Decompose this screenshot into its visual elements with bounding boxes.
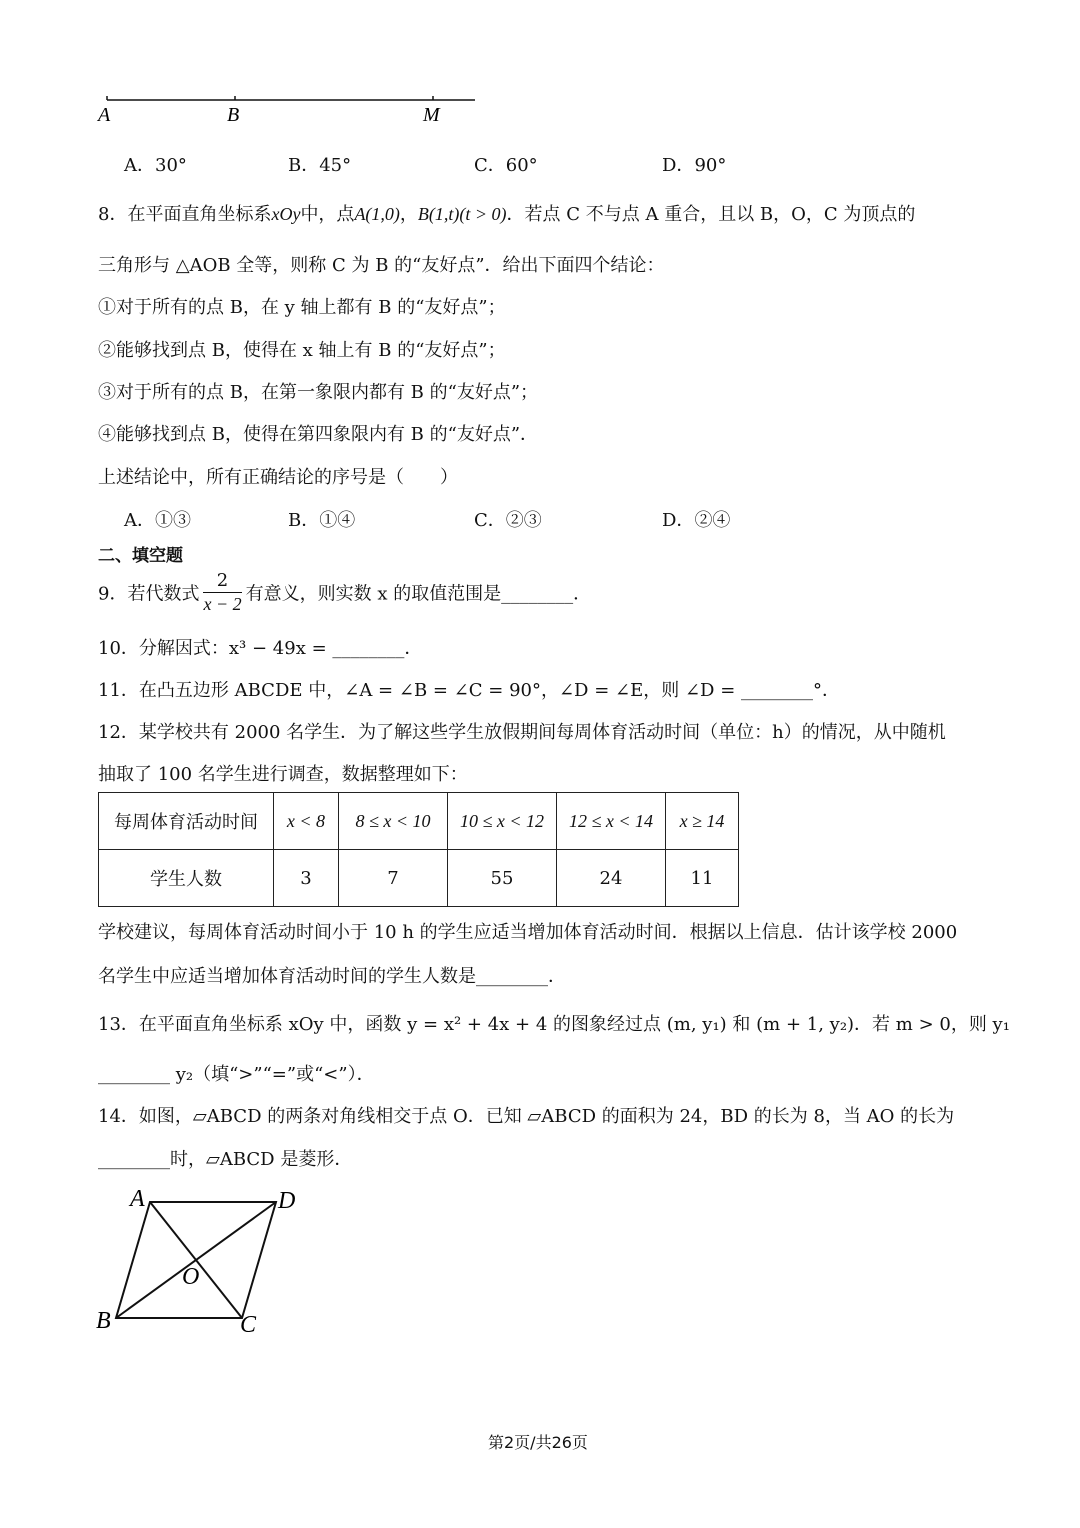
q12-after-line1: 学校建议，每周体育活动时间小于 10 h 的学生应适当增加体育活动时间．根据以上信息．估计该学校 2000 — [98, 922, 958, 943]
q13-line1: 13．在平面直角坐标系 xOy 中，函数 y = x² + 4x + 4 的图象经过点 (m, y₁) 和 (m + 1, y₂)．若 m > 0，则 y₁ — [98, 1014, 1010, 1035]
table-cell: x ≥ 14 — [666, 793, 739, 850]
q8-line1: 8．在平面直角坐标系xOy中，点A(1,0)，B(1,t)(t > 0)．若点 C 不与点 A 重合，且以 B，O，C 为顶点的 — [98, 204, 916, 225]
q12-after-line2: 名学生中应适当增加体育活动时间的学生人数是________． — [98, 966, 566, 987]
label-o: O — [182, 1264, 200, 1290]
label-a: A — [98, 104, 111, 126]
table-cell: 7 — [339, 850, 448, 907]
q7-option-a: A．30° — [124, 155, 187, 176]
table-row — [99, 850, 739, 907]
q11: 11．在凸五边形 ABCDE 中，∠A = ∠B = ∠C = 90°，∠D = ∠E，则 ∠D = ________°． — [98, 680, 840, 701]
q8-statement-1: ①对于所有的点 B，在 y 轴上都有 B 的“友好点”； — [98, 297, 506, 318]
parallelogram-figure — [90, 1180, 320, 1340]
label-c: C — [240, 1312, 257, 1338]
table-row — [99, 793, 739, 850]
q13-line2: ________ y₂（填“>”“=”或“<”）． — [98, 1064, 375, 1085]
q12-line1: 12．某学校共有 2000 名学生．为了解这些学生放假期间每周体育活动时间（单位：h）的情况，从中随机 — [98, 722, 946, 743]
q8-line2: 三角形与 △AOB 全等，则称 C 为 B 的“友好点”．给出下面四个结论： — [98, 255, 665, 276]
q8-option-c: C．②③ — [474, 510, 542, 531]
table-cell: 24 — [557, 850, 666, 907]
q8-option-d: D．②④ — [662, 510, 731, 531]
q7-option-c: C．60° — [474, 155, 538, 176]
q8-statement-2: ②能够找到点 B，使得在 x 轴上有 B 的“友好点”； — [98, 340, 506, 361]
table-cell: 8 ≤ x < 10 — [339, 793, 448, 850]
table-cell: 12 ≤ x < 14 — [557, 793, 666, 850]
q9: 9．若代数式 $\frac{2}{x - 2}$ 有意义，则实数 x 的取值范围是________． — [98, 570, 592, 614]
table-cell: 55 — [448, 850, 557, 907]
label-m: M — [423, 104, 440, 126]
q12-line2: 抽取了 100 名学生进行调查，数据整理如下： — [98, 764, 468, 785]
q14-line1: 14．如图，▱ABCD 的两条对角线相交于点 O．已知 ▱ABCD 的面积为 24，BD 的长为 8，当 AO 的长为 — [98, 1106, 955, 1127]
table-cell: 学生人数 — [99, 850, 274, 907]
q8-option-a: A．①③ — [124, 510, 191, 531]
activity-time-table — [98, 792, 739, 907]
table-cell: 11 — [666, 850, 739, 907]
segment-figure — [95, 88, 485, 128]
q7-option-d: D．90° — [662, 155, 727, 176]
section2-title: 二、填空题 — [98, 546, 183, 566]
q8-statement-4: ④能够找到点 B，使得在第四象限内有 B 的“友好点”． — [98, 424, 539, 445]
q7-option-b: B．45° — [288, 155, 352, 176]
q14-line2: ________时，▱ABCD 是菱形． — [98, 1149, 353, 1170]
table-cell: x < 8 — [274, 793, 339, 850]
q10: 10．分解因式：x³ − 49x = ________． — [98, 638, 423, 659]
q8-question: 上述结论中，所有正确结论的序号是（ ） — [98, 467, 458, 488]
page-number: 第2页/共26页 — [488, 1433, 588, 1452]
q9-fraction: $\frac{2}{x - 2}$ — [203, 570, 242, 614]
table-cell: 每周体育活动时间 — [99, 793, 274, 850]
label-b: B — [227, 104, 240, 126]
label-a: A — [130, 1186, 145, 1212]
diagonal-bd — [116, 1202, 276, 1318]
q8-option-b: B．①④ — [288, 510, 356, 531]
q8-statement-3: ③对于所有的点 B，在第一象限内都有 B 的“友好点”； — [98, 382, 539, 403]
label-b: B — [96, 1308, 111, 1334]
table-cell: 3 — [274, 850, 339, 907]
label-d: D — [278, 1188, 296, 1214]
table-cell: 10 ≤ x < 12 — [448, 793, 557, 850]
